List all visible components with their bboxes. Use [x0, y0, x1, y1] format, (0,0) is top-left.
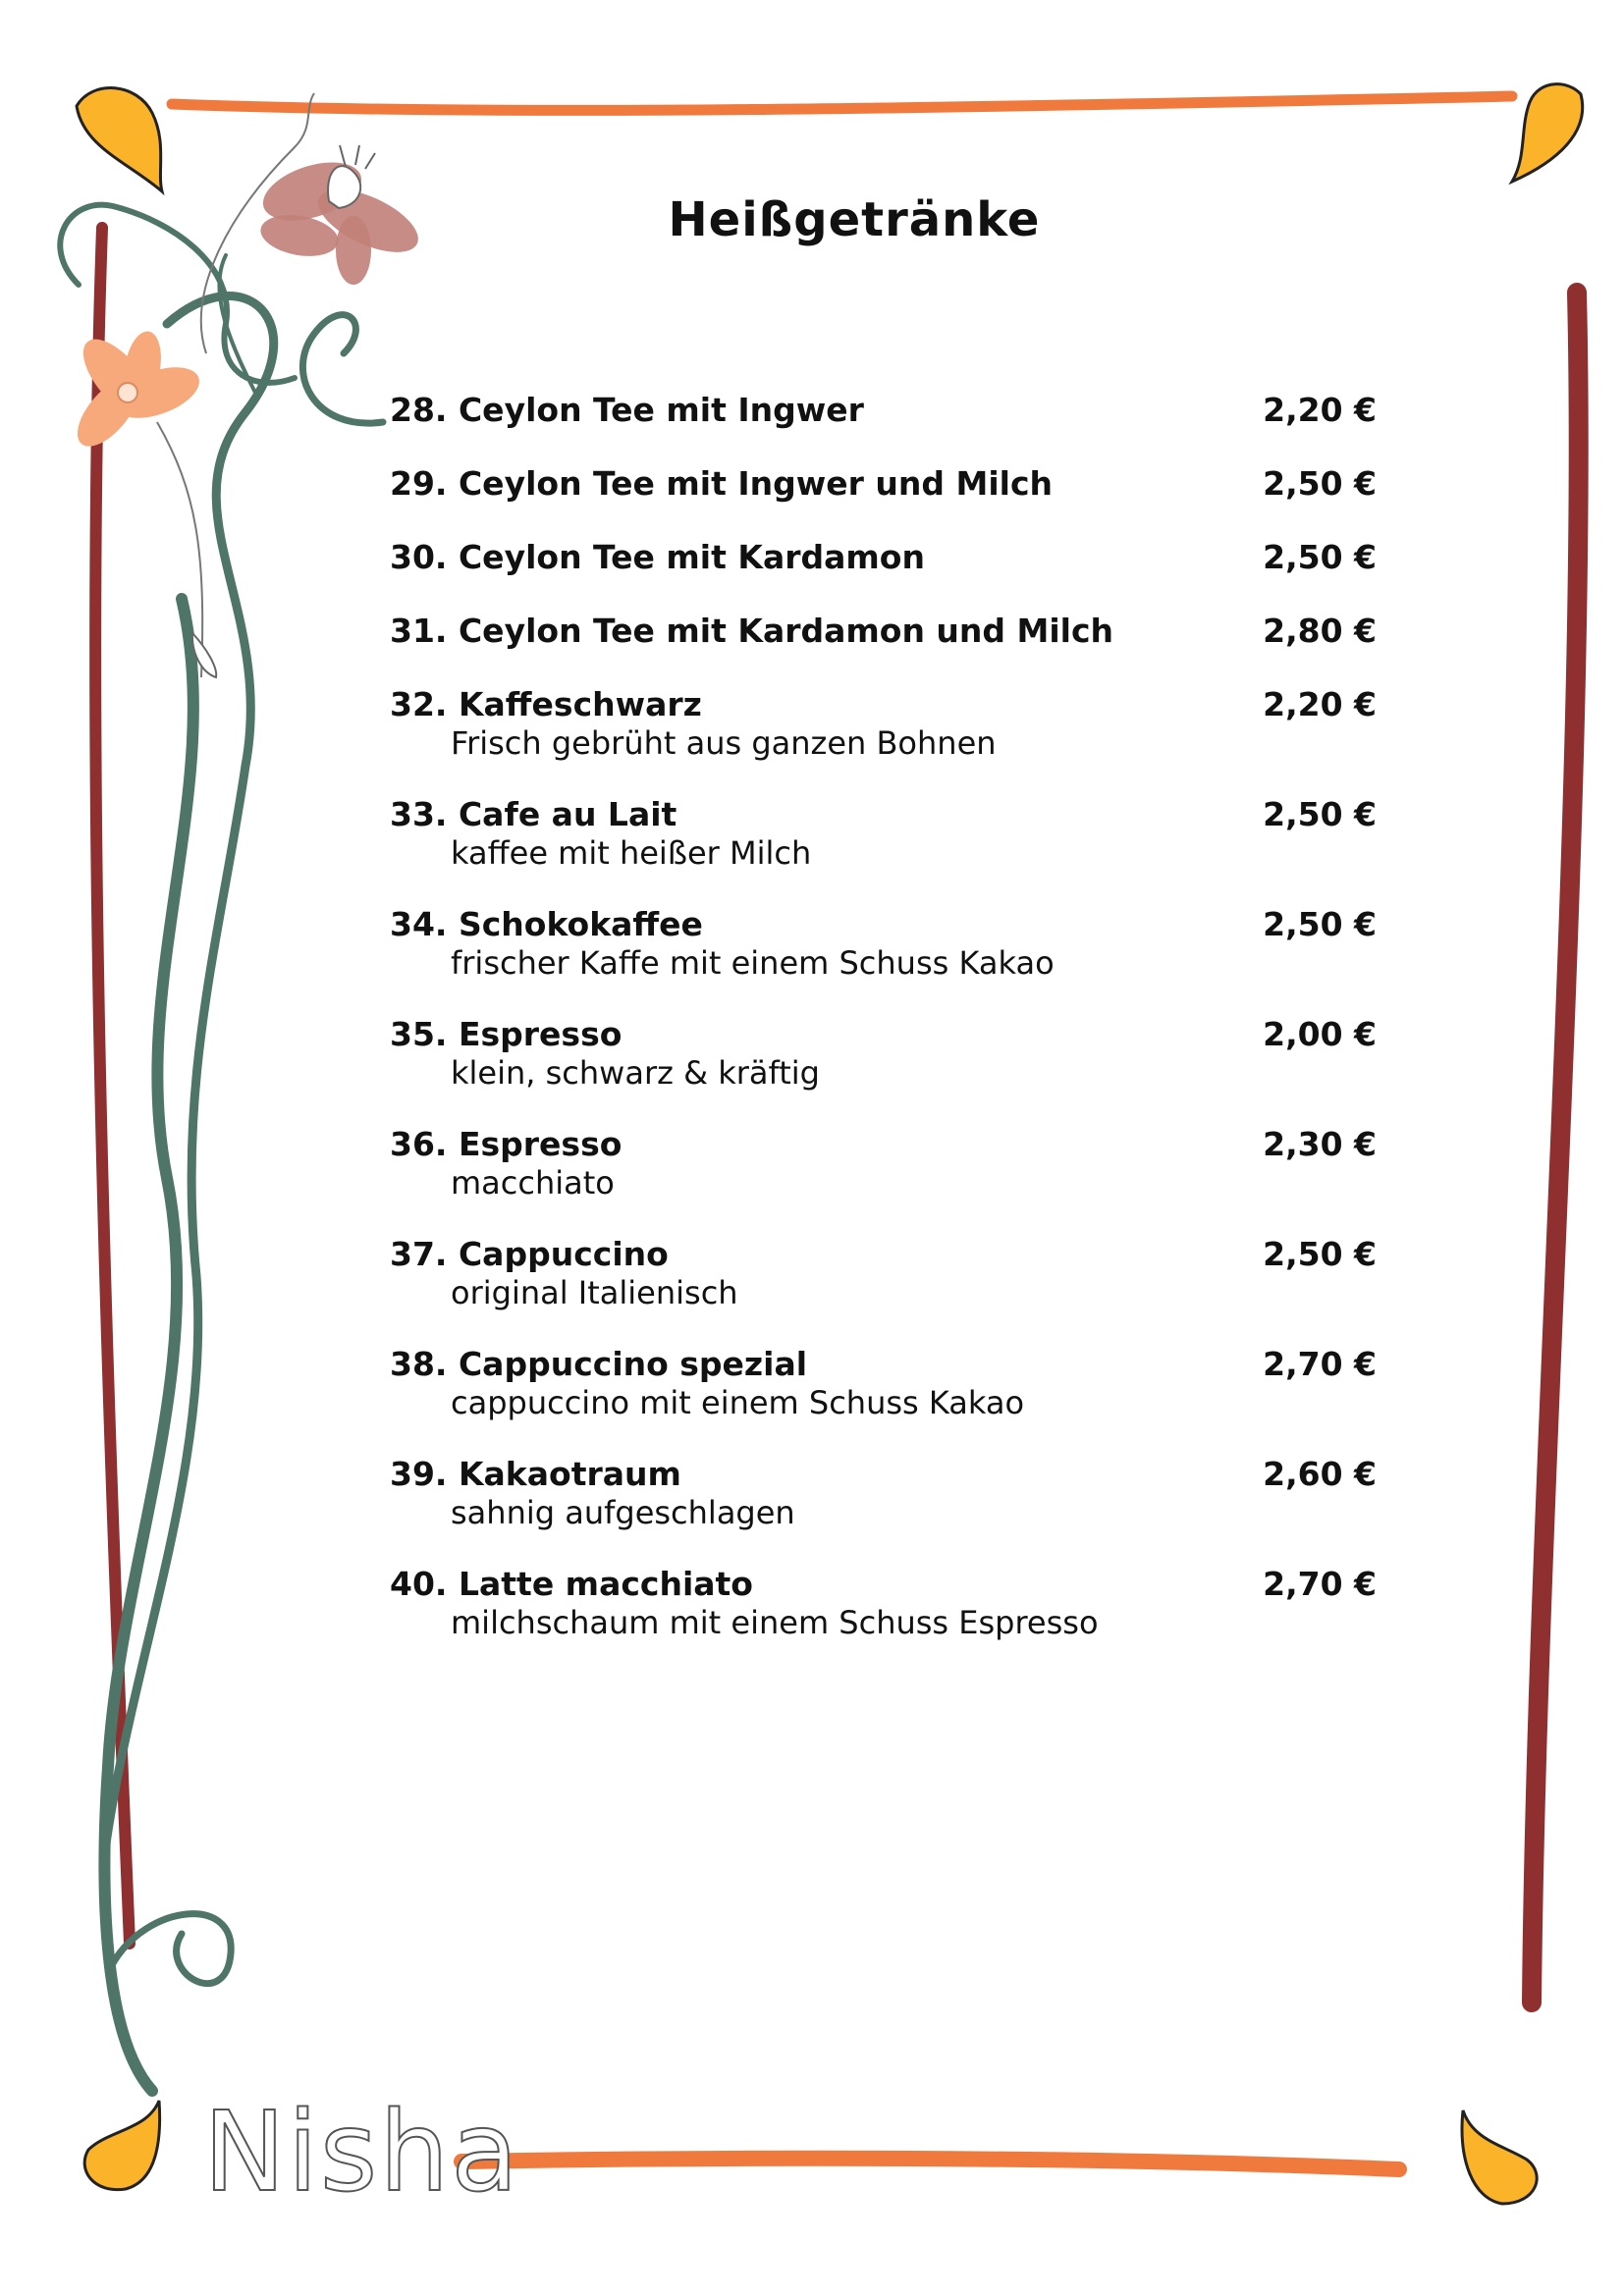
item-number: 38.: [390, 1345, 448, 1383]
item-title: Kakaotraum: [458, 1455, 681, 1493]
item-description: sahnig aufgeschlagen: [451, 1494, 795, 1531]
item-name: [390, 1564, 753, 1604]
item-number: 39.: [390, 1455, 448, 1493]
item-price: 2,60 €: [1263, 1455, 1377, 1493]
item-price: 2,80 €: [1263, 612, 1377, 650]
item-number: 34.: [390, 905, 448, 943]
item-name: [390, 611, 1113, 651]
item-number: 32.: [390, 685, 448, 723]
item-number: 36.: [390, 1125, 448, 1163]
item-name: [390, 1234, 669, 1274]
item-price: 2,50 €: [1263, 464, 1377, 503]
leaf-top-left-icon: [77, 88, 162, 191]
item-name: [390, 904, 703, 944]
menu-item: [390, 1344, 1377, 1421]
item-number: 37.: [390, 1235, 448, 1273]
item-name: [390, 463, 1053, 504]
item-description: milchschaum mit einem Schuss Espresso: [451, 1604, 1099, 1641]
item-description: cappuccino mit einem Schuss Kakao: [451, 1384, 1025, 1421]
item-price: 2,00 €: [1263, 1015, 1377, 1053]
leaf-bottom-right-icon: [1462, 2110, 1537, 2204]
page-title: Heißgetränke: [668, 192, 1041, 247]
leaf-top-right-icon: [1512, 84, 1583, 182]
leaf-bottom-left-icon: [84, 2101, 159, 2190]
item-name: [390, 1454, 681, 1494]
item-title: Ceylon Tee mit Ingwer: [458, 391, 864, 429]
menu-item: [390, 904, 1377, 982]
item-number: 31.: [390, 612, 448, 650]
menu-item: [390, 537, 1377, 577]
item-number: 40.: [390, 1565, 448, 1603]
menu-item: [390, 1014, 1377, 1092]
item-title: Ceylon Tee mit Ingwer und Milch: [458, 464, 1054, 503]
item-description: original Italienisch: [451, 1274, 738, 1311]
item-title: Ceylon Tee mit Kardamon: [458, 538, 925, 576]
item-description: kaffee mit heißer Milch: [451, 834, 812, 872]
item-title: Espresso: [458, 1015, 623, 1053]
item-title: Cafe au Lait: [458, 795, 677, 833]
item-name: [390, 794, 677, 834]
item-price: 2,20 €: [1263, 685, 1377, 723]
item-name: [390, 390, 864, 430]
item-name: [390, 1344, 807, 1384]
item-name: [390, 537, 925, 577]
menu-item: [390, 794, 1377, 872]
right-border-stroke: [1532, 293, 1579, 2002]
item-title: Ceylon Tee mit Kardamon und Milch: [458, 612, 1114, 650]
menu-item: [390, 1234, 1377, 1311]
top-border-stroke: [172, 96, 1512, 110]
item-price: 2,70 €: [1263, 1565, 1377, 1603]
item-price: 2,50 €: [1263, 795, 1377, 833]
item-number: 28.: [390, 391, 448, 429]
item-price: 2,50 €: [1263, 538, 1377, 576]
menu-item: [390, 1454, 1377, 1531]
vine-ornament: [60, 205, 383, 2091]
item-number: 30.: [390, 538, 448, 576]
item-title: Espresso: [458, 1125, 623, 1163]
item-price: 2,50 €: [1263, 905, 1377, 943]
item-name: [390, 1014, 622, 1054]
bottom-border-stroke: [461, 2159, 1399, 2169]
item-number: 33.: [390, 795, 448, 833]
item-description: Frisch gebrüht aus ganzen Bohnen: [451, 724, 997, 762]
item-price: 2,50 €: [1263, 1235, 1377, 1273]
menu-item: [390, 684, 1377, 762]
item-price: 2,30 €: [1263, 1125, 1377, 1163]
brand-logo-text: Nisha: [203, 2089, 520, 2216]
menu-item: [390, 611, 1377, 651]
item-title: Latte macchiato: [458, 1565, 753, 1603]
menu-item: [390, 1564, 1377, 1641]
item-title: Schokokaffee: [458, 905, 703, 943]
item-price: 2,20 €: [1263, 391, 1377, 429]
menu-item: [390, 463, 1377, 504]
item-price: 2,70 €: [1263, 1345, 1377, 1383]
item-number: 29.: [390, 464, 448, 503]
item-description: frischer Kaffe mit einem Schuss Kakao: [451, 944, 1055, 982]
item-title: Kaffeschwarz: [458, 685, 702, 723]
item-name: [390, 684, 702, 724]
item-description: klein, schwarz & kräftig: [451, 1054, 820, 1092]
peach-flower-icon: [67, 328, 206, 456]
menu-item: [390, 1124, 1377, 1201]
item-description: macchiato: [451, 1164, 615, 1201]
item-number: 35.: [390, 1015, 448, 1053]
item-name: [390, 1124, 622, 1164]
menu-item: [390, 390, 1377, 430]
item-title: Cappuccino: [458, 1235, 669, 1273]
item-title: Cappuccino spezial: [458, 1345, 808, 1383]
